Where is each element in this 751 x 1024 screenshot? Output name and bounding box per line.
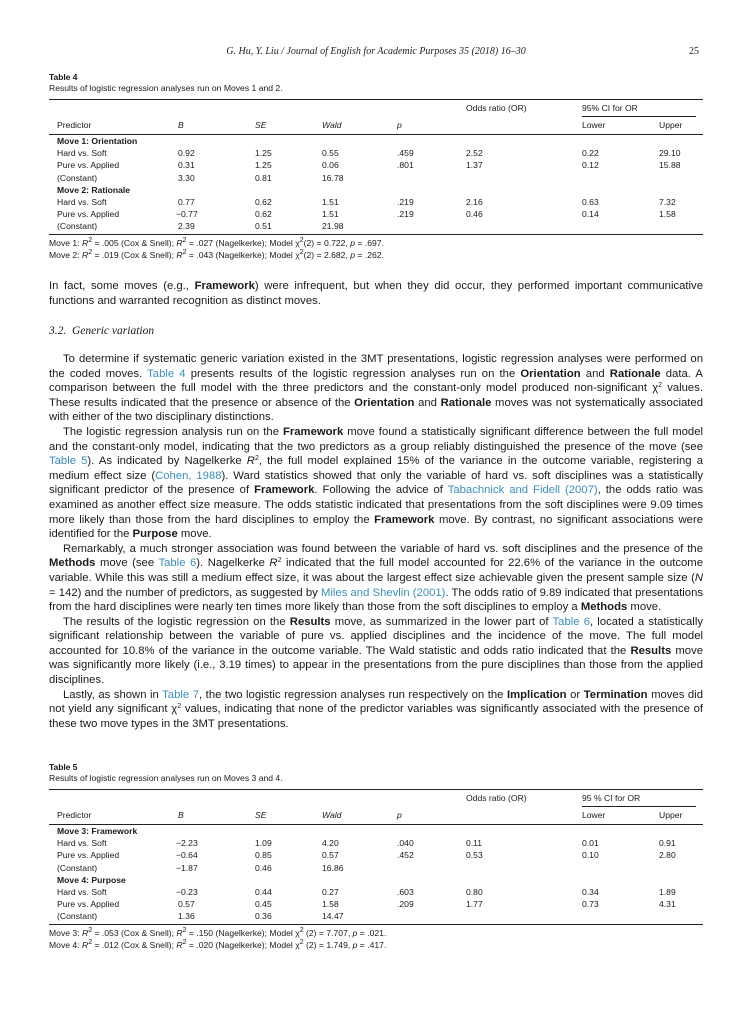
cell-p: .219	[397, 209, 414, 220]
paragraph: Remarkably, a much stronger association was found between the variable of hard vs. soft disciplines and the presence of the Methods move (see Table 6). Nagelkerke $R^2$ indicated that the full model accounted for 22.6% of the variance in the outcome variable. While this was still a medium effect size, it was about the largest effect size achievable given the present sample size (N = 142) and the number of predictors, as suggested by Miles and Shevlin (2001). The odds ratio of 9.89 indicated that presentations from the hard disciplines were nearly ten times more likely than those from the soft disciplines to employ a Methods move.	[49, 542, 704, 614]
table-note: Move 1: $R^2 = .005$ (Cox & Snell); $R^2 = .027$ (Nagelkerke); Model $\chi^2(2) = 0.722$, p = .697.	[49, 236, 384, 248]
running-title: G. Hu, Y. Liu / Journal of English for Academic Purposes 35 (2018) 16–30	[226, 46, 526, 57]
paragraph: Lastly, as shown in Table 7, the two logistic regression analyses run respectively on the Implication or Termination moves did not yield any significant $\chi^2$ values, indicating that none of the predictor variables was significantly associated with the presence of these two move types in the 3MT presentations.	[49, 688, 704, 730]
group-title-row	[49, 135, 703, 147]
cell-predictor: Hard vs. Soft	[57, 886, 107, 897]
col-b: B	[178, 120, 184, 130]
cell-lower: 0.12	[582, 160, 599, 171]
cell-wald: 1.58	[322, 899, 339, 910]
group-title: Move 4: Purpose	[57, 874, 126, 885]
table-row	[49, 849, 703, 861]
paragraph: The results of the logistic regression on the Results move, as summarized in the lower part of Table 6, located a statistically significant relationship between the variable of pure vs. applied disciplines and the incidence of the move. The full model accounted for 10.8% of the variance in the outcome variable. The Wald statistic and odds ratio indicated that the Results move was significantly more likely (i.e., 3.19 times) to appear in the presentations from the pure disciplines than those from the applied disciplines.	[49, 615, 704, 687]
cell-predictor: (Constant)	[57, 221, 98, 232]
cell-b: 0.31	[178, 160, 195, 171]
cell-se: 0.62	[255, 196, 272, 207]
table-row	[49, 208, 703, 220]
odds-ratio-header: Odds ratio (OR)	[466, 103, 527, 113]
section-number: 3.2.	[49, 325, 67, 337]
cell-p: .603	[397, 886, 414, 897]
cell-predictor: Pure vs. Applied	[57, 209, 120, 220]
cell-b: 1.36	[178, 911, 195, 922]
group-title-row	[49, 874, 703, 886]
cell-or: 1.77	[466, 899, 483, 910]
cell-or: 2.16	[466, 196, 483, 207]
table-row	[49, 898, 703, 910]
page-number: 25	[689, 46, 699, 57]
col-predictor: Predictor	[57, 120, 92, 130]
table-4	[49, 72, 703, 261]
cell-predictor: Pure vs. Applied	[57, 899, 120, 910]
cell-se: 0.36	[255, 911, 272, 922]
table-row	[49, 196, 703, 208]
cell-b: −0.64	[176, 850, 198, 861]
cell-lower: 0.34	[582, 886, 599, 897]
col-wald: Wald	[322, 120, 342, 130]
cell-b: −1.87	[176, 862, 198, 873]
cell-lower: 0.10	[582, 850, 599, 861]
cell-upper: 2.80	[659, 850, 676, 861]
cell-b: 3.30	[178, 172, 195, 183]
table-5-link[interactable]: Table 5	[49, 455, 88, 468]
cell-upper: 29.10	[659, 148, 681, 159]
cell-se: 1.25	[255, 148, 272, 159]
cell-lower: 0.22	[582, 148, 599, 159]
cell-wald: 1.51	[322, 196, 339, 207]
tabachnick-fidell-link[interactable]: Tabachnick and Fidell (2007)	[447, 484, 598, 497]
table-label: Table 4	[49, 72, 78, 82]
table-caption: Results of logistic regression analyses run on Moves 3 and 4.	[49, 773, 283, 783]
cell-upper: 1.58	[659, 209, 676, 220]
cell-b: −2.23	[176, 838, 198, 849]
cell-upper: 4.31	[659, 899, 676, 910]
cell-or: 0.46	[466, 209, 483, 220]
cell-se: 0.45	[255, 899, 272, 910]
group-title: Move 3: Framework	[57, 826, 138, 836]
table-7-link[interactable]: Table 7	[162, 688, 199, 701]
cell-se: 0.44	[255, 886, 272, 897]
table-header-row-1	[49, 100, 703, 117]
group-title: Move 1: Orientation	[57, 136, 138, 146]
cell-upper: 0.91	[659, 838, 676, 849]
paragraph: The logistic regression analysis run on the Framework move found a statistically significant difference between the full model and the constant-only model, indicating that the two predictors as a group reliably distinguished the presence of the move (see Table 5). As indicated by Nagelkerke $R^2$, the full model explained 15% of the variance in the outcome variable, registering a medium effect size (Cohen, 1988). Ward statistics showed that only the variable of hard vs. soft disciplines was a statistically significant predictor of the presence of Framework. Following the advice of Tabachnick and Fidell (2007), the odds ratio was examined as another effect size measure. The odds statistic indicated that presentations from the soft disciplines were 9.09 times more likely than those from the hard disciplines to employ the Framework move. By contrast, no significant associations were identified for the Purpose move.	[49, 425, 703, 541]
col-predictor: Predictor	[57, 810, 92, 820]
table-row	[49, 172, 703, 184]
col-p: p	[397, 120, 402, 130]
cell-lower: 0.14	[582, 209, 599, 220]
col-se: SE	[255, 810, 267, 820]
ci-header: 95% CI for OR	[582, 103, 638, 113]
table-note: Move 2: $R^2 = .019$ (Cox & Snell); $R^2 = .043$ (Nagelkerke); Model $\chi^2(2) = 2.682$, p = .262.	[49, 248, 384, 260]
body-paragraphs	[49, 352, 703, 731]
cell-or: 2.52	[466, 148, 483, 159]
table-6-link[interactable]: Table 6	[158, 557, 197, 570]
cell-lower: 0.63	[582, 196, 599, 207]
col-lower: Lower	[582, 810, 606, 820]
cell-upper: 1.89	[659, 886, 676, 897]
miles-shevlin-link[interactable]: Miles and Shevlin (2001)	[320, 586, 446, 599]
table-5	[49, 762, 703, 951]
cell-predictor: Pure vs. Applied	[57, 160, 120, 171]
table-bottom-rule	[49, 924, 703, 925]
cell-p: .219	[397, 196, 414, 207]
cell-lower: 0.73	[582, 899, 599, 910]
cell-predictor: (Constant)	[57, 911, 98, 922]
table-row	[49, 862, 703, 874]
col-se: SE	[255, 120, 267, 130]
cell-p: .459	[397, 148, 414, 159]
cell-predictor: (Constant)	[57, 862, 98, 873]
cell-lower: 0.01	[582, 838, 599, 849]
table-header-row-2	[49, 807, 703, 824]
table-row	[49, 837, 703, 849]
cell-upper: 7.32	[659, 196, 676, 207]
cell-wald: 0.57	[322, 850, 339, 861]
cell-or: 0.80	[466, 886, 483, 897]
cell-b: 0.92	[178, 148, 195, 159]
col-lower: Lower	[582, 120, 606, 130]
paragraph-intro: In fact, some moves (e.g., Framework) were infrequent, but when they did occur, they performed important communicative functions and warranted recognition as distinct moves.	[49, 280, 703, 307]
cell-predictor: Hard vs. Soft	[57, 196, 107, 207]
cell-predictor: Pure vs. Applied	[57, 850, 120, 861]
cell-predictor: Hard vs. Soft	[57, 838, 107, 849]
table-caption: Results of logistic regression analyses run on Moves 1 and 2.	[49, 83, 283, 93]
cell-p: .209	[397, 899, 414, 910]
cell-or: 0.11	[466, 838, 483, 849]
cell-wald: 0.06	[322, 160, 339, 171]
cell-wald: 4.20	[322, 838, 339, 849]
cell-se: 1.09	[255, 838, 272, 849]
cell-b: −0.77	[176, 209, 198, 220]
col-p: p	[397, 810, 402, 820]
group-title-row	[49, 184, 703, 196]
table-row	[49, 220, 703, 232]
cell-p: .452	[397, 850, 414, 861]
table-row	[49, 147, 703, 159]
table-note: Move 3: $R^2 = .053$ (Cox & Snell); $R^2 = .150$ (Nagelkerke); Model $\chi^2$ (2) = 7.707, p = .021.	[49, 926, 387, 938]
cell-predictor: (Constant)	[57, 172, 98, 183]
cell-se: 0.62	[255, 209, 272, 220]
group-title: Move 2: Rationale	[57, 184, 131, 195]
col-wald: Wald	[322, 810, 342, 820]
cell-se: 0.46	[255, 862, 272, 873]
col-upper: Upper	[659, 810, 683, 820]
cell-predictor: Hard vs. Soft	[57, 148, 107, 159]
ci-header: 95 % CI for OR	[582, 793, 641, 803]
table-row	[49, 910, 703, 922]
group-title-row	[49, 825, 703, 837]
cell-upper: 15.88	[659, 160, 681, 171]
cohen-1988-link[interactable]: Cohen, 1988	[155, 469, 222, 482]
table-note: Move 4: $R^2 = .012$ (Cox & Snell); $R^2 = .020$ (Nagelkerke); Model $\chi^2$ (2) = 1.749, p = .417.	[49, 938, 387, 950]
table-6-link[interactable]: Table 6	[552, 615, 590, 628]
cell-wald: 16.78	[322, 172, 344, 183]
cell-p: .040	[397, 838, 414, 849]
section-title: Generic variation	[72, 325, 155, 337]
cell-b: 0.57	[178, 899, 195, 910]
cell-b: 0.77	[178, 196, 195, 207]
cell-wald: 0.55	[322, 148, 339, 159]
paragraph: To determine if systematic generic variation existed in the 3MT presentations, logistic regression analyses were performed on the coded moves. Table 4 presents results of the logistic regression analyses run on the Orientation and Rationale data. A comparison between the full model with the three predictors and the constant-only model produced non-significant $\chi^2$ values. These results indicated that the presence or absence of the Orientation and Rationale moves was not systematically associated with either of the two disciplinary distinctions.	[49, 353, 703, 424]
section-heading	[49, 325, 154, 337]
cell-p: .801	[397, 160, 414, 171]
cell-wald: 21.98	[322, 221, 344, 232]
cell-b: 2.39	[178, 221, 195, 232]
cell-se: 0.51	[255, 221, 272, 232]
col-b: B	[178, 810, 184, 820]
cell-se: 0.81	[255, 172, 272, 183]
table-bottom-rule	[49, 234, 703, 235]
cell-se: 0.85	[255, 850, 272, 861]
table-row	[49, 159, 703, 171]
cell-or: 0.53	[466, 850, 483, 861]
odds-ratio-header: Odds ratio (OR)	[466, 793, 527, 803]
cell-wald: 16.86	[322, 862, 344, 873]
cell-or: 1.37	[466, 160, 483, 171]
table-row	[49, 886, 703, 898]
table-header-row-2	[49, 117, 703, 134]
col-upper: Upper	[659, 120, 683, 130]
cell-wald: 14.47	[322, 911, 344, 922]
cell-se: 1.25	[255, 160, 272, 171]
cell-wald: 0.27	[322, 886, 339, 897]
table-header-row-1	[49, 790, 703, 807]
cell-b: −0.23	[176, 886, 198, 897]
cell-wald: 1.51	[322, 209, 339, 220]
table-4-link[interactable]: Table 4	[147, 367, 186, 380]
table-label: Table 5	[49, 762, 78, 772]
